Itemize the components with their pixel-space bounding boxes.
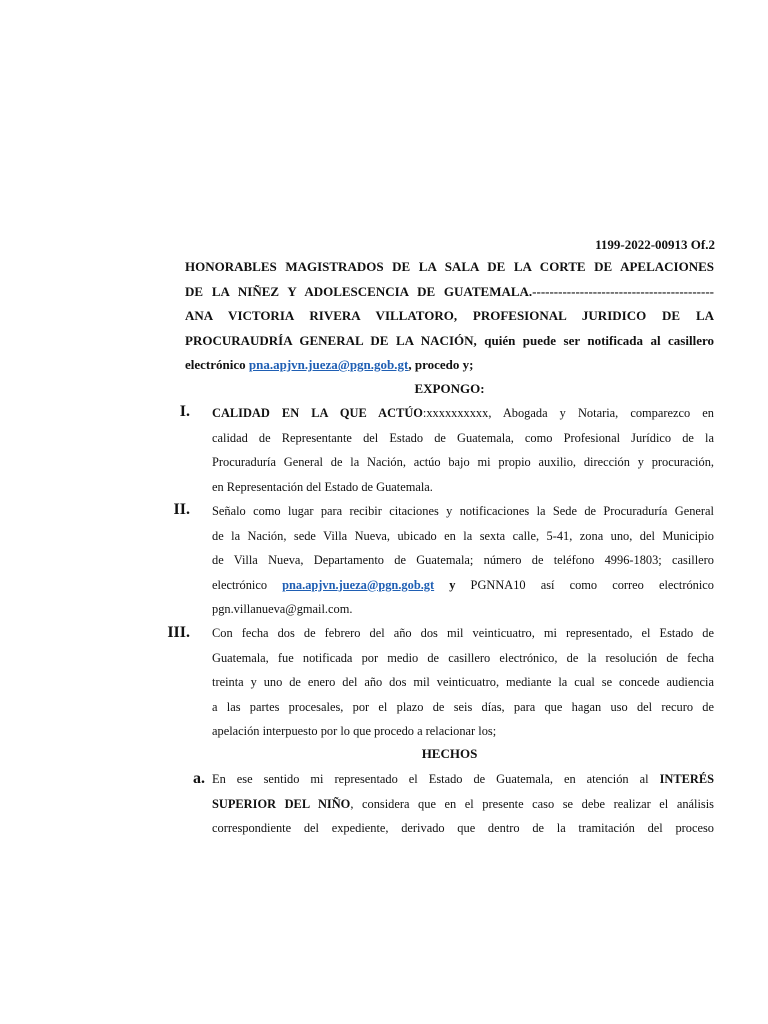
fact-marker-a: a. [193,770,205,787]
intro-line-4: PROCURAUDRÍA GENERAL DE LA NACIÓN, quién puede ser notificada al casillero [185,332,714,348]
fact-a-line-2: SUPERIOR DEL NIÑO, considera que en el presente caso se debe realizar el análisis [212,796,714,811]
section-2-line-1: Señalo como lugar para recibir citaciones y notificaciones la Sede de Procuraduría General [212,504,714,518]
section-1-line-4: en Representación del Estado de Guatemala. [212,479,433,494]
intro-line-3: ANA VICTORIA RIVERA VILLATORO, PROFESIONAL JURIDICO DE LA [185,308,714,323]
intro-line-1: HONORABLES MAGISTRADOS DE LA SALA DE LA CORTE DE APELACIONES [185,259,714,274]
section-2-line-2: de la Nación, sede Villa Nueva, ubicado en la sexta calle, 5-41, zona uno, del Municipio [212,528,714,543]
section-3 [212,621,714,744]
section-1-line-2: calidad de Representante del Estado de Guatemala, como Profesional Jurídico de la [212,430,714,445]
section-3-line-1: Con fecha dos de febrero del año dos mil veinticuatro, mi representado, el Estado de [212,626,714,640]
section-2 [212,499,714,622]
section-1-line-1: CALIDAD EN LA QUE ACTÚO:xxxxxxxxxx, Abogada y Notaria, comparezco en [212,406,714,420]
section-2-line-5: pgn.villanueva@gmail.com. [212,602,353,616]
intro-paragraph [185,255,714,378]
section-numeral-2: II. [173,501,190,518]
section-3-line-4: a las partes procesales, por el plazo de seis días, para que hagan uso del recuro de [212,699,714,714]
section-3-line-3: treinta y uno de enero del año dos mil veinticuatro, mediante la cual se concede audiencia [212,675,714,689]
fact-a-line-1: En ese sentido mi representado el Estado de Guatemala, en atención al INTERÉS [212,772,714,786]
case-reference: 1199-2022-00913 Of.2 [595,237,715,252]
section-1 [212,401,714,499]
heading-expongo: EXPONGO: [414,381,485,396]
fact-a-line-3: correspondiente del expediente, derivado que dentro de la tramitación del proceso [212,821,714,835]
intro-line-2: DE LA NIÑEZ Y ADOLESCENCIA DE GUATEMALA.------------------------------------------ [185,283,714,299]
section-2-email-link[interactable]: pna.apjvn.jueza@pgn.gob.gt [282,577,435,592]
section-numeral-1: I. [179,403,190,420]
intro-email-link[interactable]: pna.apjvn.jueza@pgn.gob.gt [248,357,409,372]
section-2-line-3: de Villa Nueva, Departamento de Guatemala; número de teléfono 4996-1803; casillero [212,553,714,567]
heading-hechos: HECHOS [421,746,478,761]
section-3-line-5: apelación interpuesto por lo que procedo a relacionar los; [212,724,497,738]
intro-line-5: electrónico pna.apjvn.jueza@pgn.gob.gt, procedo y; [185,357,474,372]
fact-a [212,767,714,841]
section-3-line-2: Guatemala, fue notificada por medio de casillero electrónico, de la resolución de fecha [212,650,714,665]
section-1-line-3: Procuraduría General de la Nación, actúo bajo mi propio auxilio, dirección y procuración, [212,455,714,469]
section-numeral-3: III. [167,624,190,641]
section-2-line-4: electrónico pna.apjvn.jueza@pgn.gob.gt y PGNNA10 así como correo electrónico [212,577,714,592]
